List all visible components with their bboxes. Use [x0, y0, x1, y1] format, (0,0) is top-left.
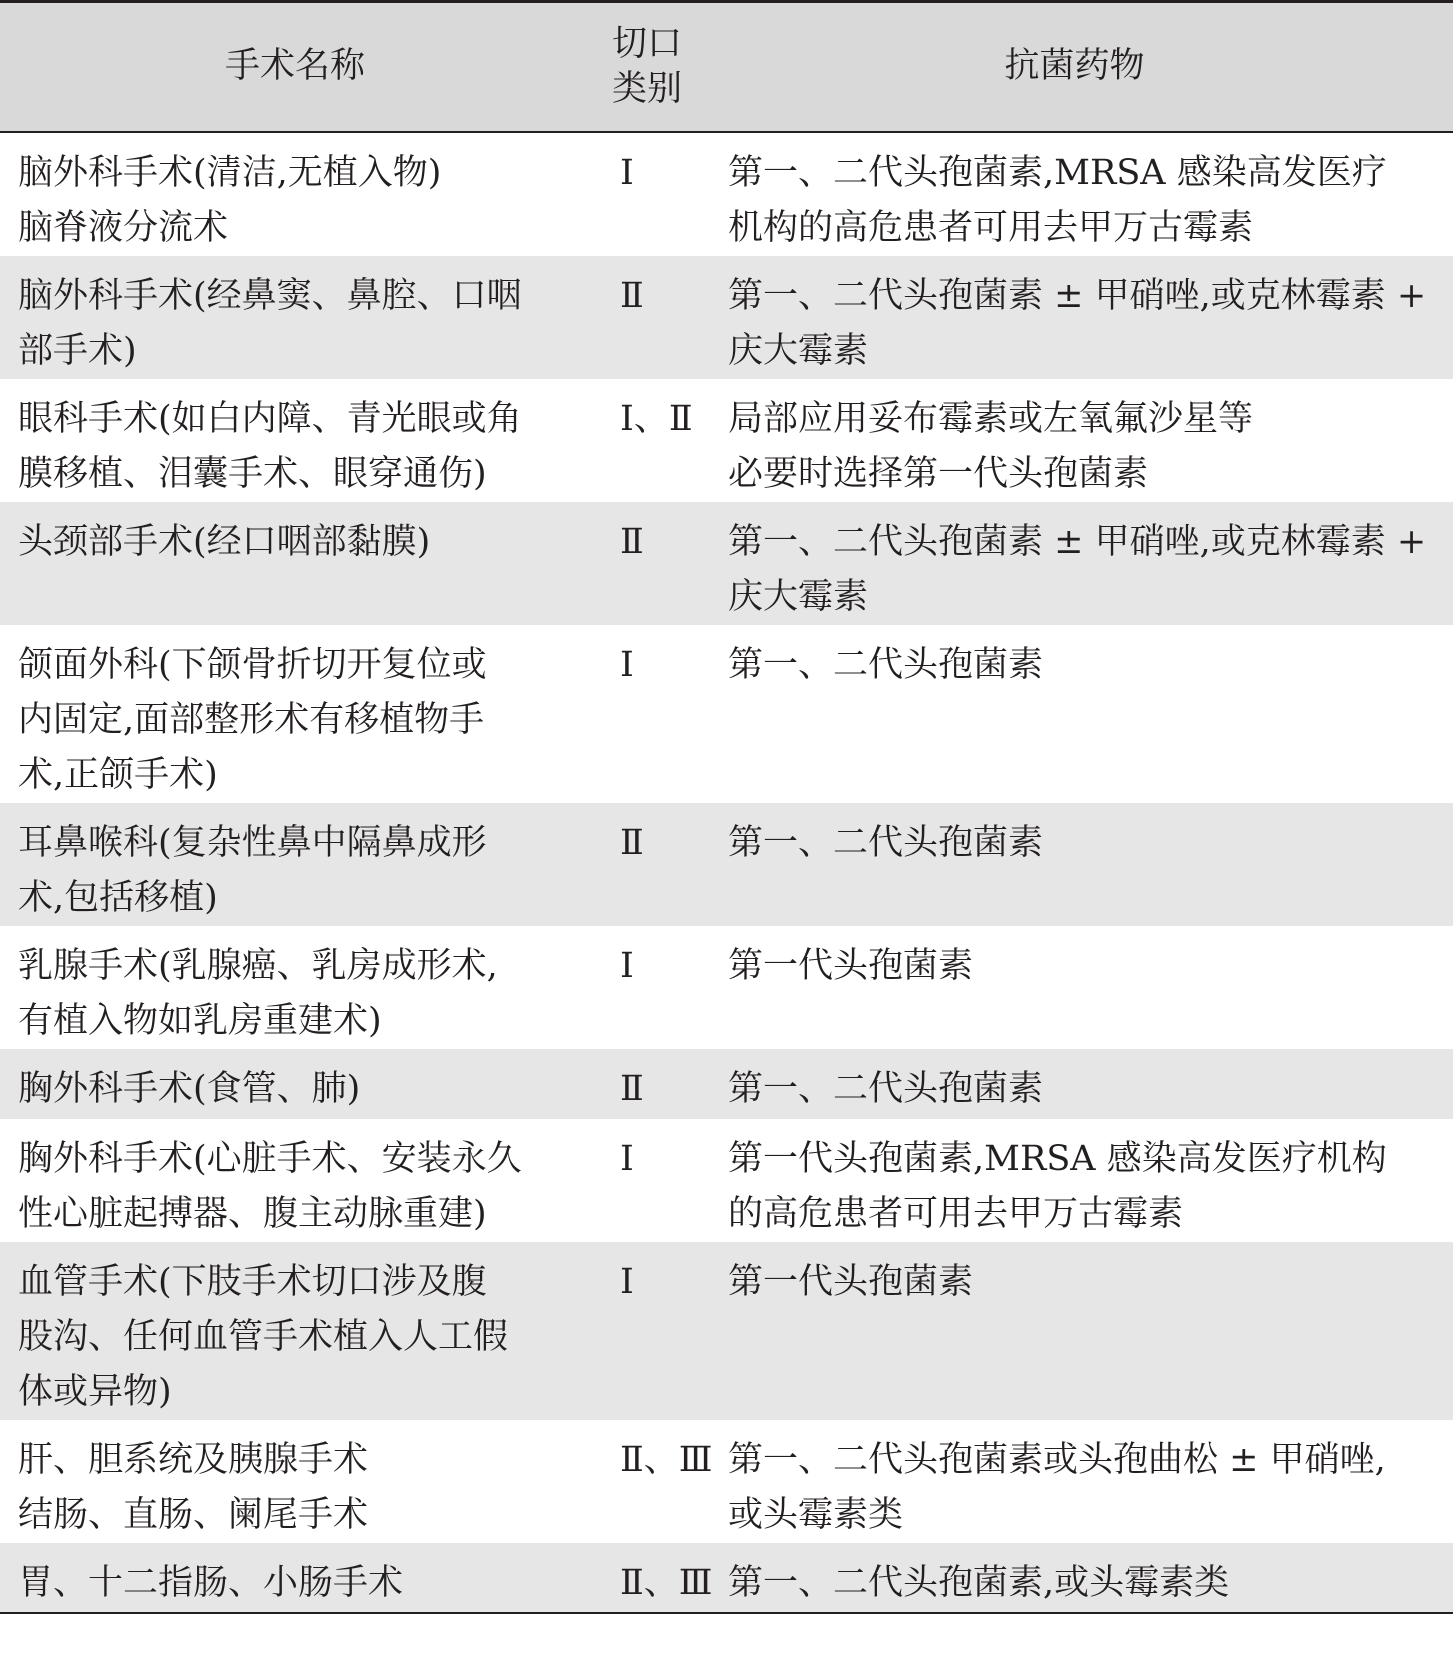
table-header	[0, 2, 1453, 132]
surgery-name-line: 术,正颌手术)	[18, 754, 218, 795]
incision-class-cell: Ⅱ	[620, 275, 644, 316]
antibiotic-line: 机构的高危患者可用去甲万古霉素	[728, 207, 1254, 248]
antibiotic-line: 庆大霉素	[728, 330, 869, 371]
antibiotic-line: 第一、二代头孢菌素 ± 甲硝唑,或克林霉素 +	[728, 521, 1427, 562]
antibiotic-cell	[720, 926, 1453, 1049]
incision-class-cell: Ⅰ	[620, 644, 634, 685]
surgery-name-cell	[0, 132, 590, 256]
incision-class-cell: Ⅰ	[620, 1138, 634, 1179]
surgery-name-line: 乳腺手术(乳腺癌、乳房成形术,	[18, 945, 498, 986]
table-body	[0, 132, 1453, 1613]
surgery-name-cell	[0, 1242, 590, 1420]
incision-class-cell: Ⅰ	[620, 1261, 634, 1302]
incision-class-cell: Ⅱ	[620, 822, 644, 863]
table-row	[0, 256, 1453, 379]
surgery-name-line: 血管手术(下肢手术切口涉及腹	[18, 1261, 487, 1302]
surgery-name-cell	[0, 379, 590, 502]
header-incision-line2: 类别	[612, 68, 683, 109]
antibiotic-cell	[720, 1420, 1453, 1543]
surgery-name-line: 眼科手术(如白内障、青光眼或角	[18, 398, 522, 439]
antibiotic-cell	[720, 1543, 1453, 1613]
table-row	[0, 132, 1453, 256]
incision-class-cell: Ⅰ、Ⅱ	[620, 398, 693, 439]
surgery-name-cell	[0, 1420, 590, 1543]
antibiotic-cell	[720, 803, 1453, 926]
antibiotic-cell	[720, 1049, 1453, 1119]
antibiotic-cell	[720, 1119, 1453, 1242]
table-row	[0, 1049, 1453, 1119]
surgery-name-line: 耳鼻喉科(复杂性鼻中隔鼻成形	[18, 822, 487, 863]
incision-class-cell: Ⅰ	[620, 152, 634, 193]
antibiotic-line: 的高危患者可用去甲万古霉素	[728, 1193, 1184, 1234]
table-row	[0, 926, 1453, 1049]
surgery-name-line: 脑外科手术(经鼻窦、鼻腔、口咽	[18, 275, 522, 316]
surgery-name-line: 脑脊液分流术	[18, 207, 229, 248]
surgery-name-line: 内固定,面部整形术有移植物手	[18, 699, 485, 740]
antibiotic-cell	[720, 625, 1453, 803]
table-row	[0, 379, 1453, 502]
antibiotic-line: 第一、二代头孢菌素	[728, 1068, 1044, 1109]
surgery-name-line: 胸外科手术(心脏手术、安装永久	[18, 1138, 522, 1179]
antibiotic-cell	[720, 379, 1453, 502]
incision-class-cell: Ⅰ	[620, 945, 634, 986]
antibiotic-line: 第一、二代头孢菌素	[728, 644, 1044, 685]
surgery-name-cell	[0, 926, 590, 1049]
incision-class-cell: Ⅱ	[620, 521, 644, 562]
incision-class-cell: Ⅱ	[620, 1068, 644, 1109]
surgery-name-cell	[0, 803, 590, 926]
antibiotic-cell	[720, 502, 1453, 625]
table-row	[0, 1420, 1453, 1543]
antibiotic-line: 第一代头孢菌素	[728, 1261, 974, 1302]
surgery-name-line: 肝、胆系统及胰腺手术	[18, 1439, 369, 1480]
surgery-name-line: 有植入物如乳房重建术)	[18, 1000, 382, 1041]
table-row	[0, 625, 1453, 803]
surgery-name-line: 颌面外科(下颌骨折切开复位或	[18, 644, 487, 685]
antibiotic-cell	[720, 1242, 1453, 1420]
surgery-name-line: 膜移植、泪囊手术、眼穿通伤)	[18, 453, 487, 494]
header-incision-class	[590, 2, 720, 132]
surgery-name-line: 性心脏起搏器、腹主动脉重建)	[18, 1193, 487, 1234]
surgery-name-cell	[0, 1543, 590, 1613]
antibiotic-line: 庆大霉素	[728, 576, 869, 617]
antibiotic-line: 或头霉素类	[728, 1494, 904, 1535]
surgery-name-line: 脑外科手术(清洁,无植入物)	[18, 152, 442, 193]
antibiotic-line: 局部应用妥布霉素或左氧氟沙星等	[728, 398, 1254, 439]
table-row	[0, 502, 1453, 625]
antibiotic-cell	[720, 132, 1453, 256]
header-surgery-name: 手术名称	[0, 2, 590, 132]
surgery-name-cell	[0, 502, 590, 625]
surgery-name-line: 胃、十二指肠、小肠手术	[18, 1562, 404, 1603]
antibiotic-cell	[720, 256, 1453, 379]
surgery-name-line: 术,包括移植)	[18, 877, 218, 918]
table-row	[0, 1242, 1453, 1420]
surgery-name-cell	[0, 1049, 590, 1119]
surgery-name-line: 股沟、任何血管手术植入人工假	[18, 1316, 509, 1357]
header-row	[0, 2, 1453, 132]
antibiotic-line: 第一代头孢菌素,MRSA 感染高发医疗机构	[728, 1138, 1387, 1179]
antibiotic-line: 第一、二代头孢菌素 ± 甲硝唑,或克林霉素 +	[728, 275, 1427, 316]
table-row	[0, 1119, 1453, 1242]
surgery-name-line: 结肠、直肠、阑尾手术	[18, 1494, 369, 1535]
antibiotic-line: 第一、二代头孢菌素或头孢曲松 ± 甲硝唑,	[728, 1439, 1386, 1480]
antibiotic-line: 第一、二代头孢菌素,MRSA 感染高发医疗	[728, 152, 1387, 193]
surgery-name-cell	[0, 625, 590, 803]
table-row	[0, 1543, 1453, 1613]
surgery-name-cell	[0, 256, 590, 379]
antibiotic-line: 第一、二代头孢菌素	[728, 822, 1044, 863]
incision-class-cell: Ⅱ、Ⅲ	[590, 1543, 720, 1613]
surgery-name-line: 胸外科手术(食管、肺)	[18, 1068, 361, 1109]
surgery-name-cell	[0, 1119, 590, 1242]
incision-class-cell: Ⅱ、Ⅲ	[620, 1439, 713, 1480]
header-incision-line1: 切口	[612, 23, 683, 64]
antibiotic-line: 第一、二代头孢菌素,或头霉素类	[728, 1562, 1230, 1603]
header-antibiotic: 抗菌药物	[720, 2, 1453, 132]
table-row	[0, 803, 1453, 926]
surgery-name-line: 体或异物)	[18, 1371, 172, 1412]
antibiotic-line: 必要时选择第一代头孢菌素	[728, 453, 1149, 494]
surgery-name-line: 部手术)	[18, 330, 137, 371]
surgery-name-line: 头颈部手术(经口咽部黏膜)	[18, 521, 431, 562]
antibiotic-line: 第一代头孢菌素	[728, 945, 974, 986]
